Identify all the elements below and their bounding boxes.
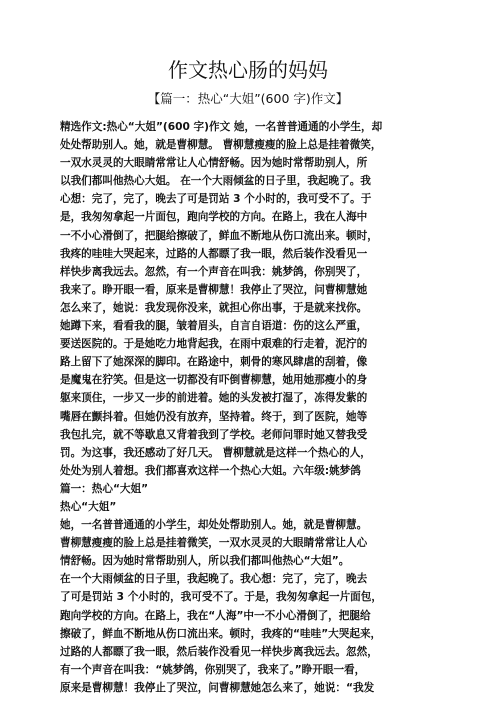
- text-line: 处处为别人着想。我们都喜欢这样一个热心大姐。六年级:姚梦鸽: [60, 464, 361, 477]
- text-line: 以我们都叫他热心大姐。 在一个大雨倾盆的日子里，我起晚了。我: [60, 175, 371, 188]
- text-line: 擦破了，鲜血不断地从伤口流出来。顿时，我疼的“哇哇”大哭起来，: [60, 627, 382, 640]
- text-line: 篇一：热心“大姐”: [60, 482, 149, 495]
- text-line: 她，一名普普通通的小学生，却处处帮助别人。她，就是曹柳慧。: [60, 519, 368, 532]
- text-line: 一不小心滑倒了，把腿给擦破了，鲜血不断地从伤口流出来。顿时，: [60, 229, 378, 242]
- text-line: 我疼的哇哇大哭起来，过路的人都瞟了我一眼，然后装作没看见一: [60, 247, 368, 260]
- text-line: 心想：完了，完了，晚去了可是罚站 3 个小时的，我可受不了。于: [60, 193, 372, 206]
- text-line: 路上留下了她深深的脚印。在路途中，刺骨的寒风肆虐的刮着，像: [60, 356, 368, 369]
- text-line: 了可是罚站 3 个小时的，我可受不了。于是，我匆匆拿起一片面包，: [60, 591, 382, 604]
- text-line: 我来了。睁开眼一看，原来是曹柳慧！我停止了哭泣，问曹柳慧她: [60, 283, 368, 296]
- text-line: 怎么来了，她说：我发现你没来，就担心你出事，于是就来找你。: [60, 301, 368, 314]
- text-line: 处处帮助别人。她，就是曹柳慧。 曹柳慧瘦瘦的脸上总是挂着微笑，: [60, 139, 382, 152]
- document-title: 作文热心肠的妈妈: [168, 58, 328, 82]
- text-line: 她蹲下来，看看我的腿，皱着眉头，自言自语道：伤的这么严重，: [60, 320, 368, 333]
- text-line: 要送医院的。于是她吃力地背起我，在雨中艰难的行走着，泥泞的: [60, 338, 368, 351]
- text-line: 在一个大雨倾盆的日子里，我起晚了。我心想：完了，完了，晚去: [60, 573, 368, 586]
- text-line: 罚。为这事，我还感动了好几天。 曹柳慧就是这样一个热心的人，: [60, 446, 371, 459]
- text-line: 一双水灵灵的大眼睛常常让人心情舒畅。因为她时常帮助别人，所: [60, 157, 368, 170]
- text-line: 精选作文:热心“大姐”(600 字)作文 她，一名普普通通的小学生，却: [60, 121, 383, 133]
- text-line: 情舒畅。因为她时常帮助别人，所以我们都叫他热心“大姐”。: [60, 555, 350, 568]
- text-line: 是，我匆匆拿起一片面包，跑向学校的方向。在路上，我在人海中: [60, 211, 368, 224]
- text-line: 嘴唇在颤抖着。但她仍没有放弃，坚持着。终于，到了医院，她等: [60, 410, 368, 423]
- document-subtitle: 【篇一：热心“大姐”(600 字)作文】: [147, 91, 349, 106]
- text-line: 躯来顶住，一步又一步的前进着。她的头发被打湿了，冻得发紫的: [60, 392, 368, 405]
- text-line: 跑向学校的方向。在路上，我在“人海”中一不小心滑倒了，把腿给: [60, 609, 371, 622]
- text-line: 我包扎完，就不等歇息又背着我到了学校。老师问罪时她又替我受: [60, 428, 368, 441]
- text-line: 过路的人都瞟了我一眼，然后装作没看见一样快步离我远去。忽然，: [60, 645, 378, 658]
- text-line: 有一个声音在叫我：“姚梦鸽，你别哭了，我来了。”睁开眼一看，: [60, 663, 366, 676]
- text-line: 曹柳慧瘦瘦的脸上总是挂着微笑，一双水灵灵的大眼睛常常让人心: [60, 537, 368, 550]
- text-line: 热心“大姐”: [60, 500, 117, 513]
- text-line: 是魔鬼在狞笑。但是这一切都没有吓倒曹柳慧，她用她那瘦小的身: [60, 374, 368, 387]
- text-line: 原来是曹柳慧！我停止了哭泣，问曹柳慧她怎么来了，她说：“我发: [60, 681, 375, 694]
- text-line: 样快步离我远去。忽然，有一个声音在叫我：姚梦鸽，你别哭了，: [60, 265, 368, 278]
- document-body: [60, 118, 444, 697]
